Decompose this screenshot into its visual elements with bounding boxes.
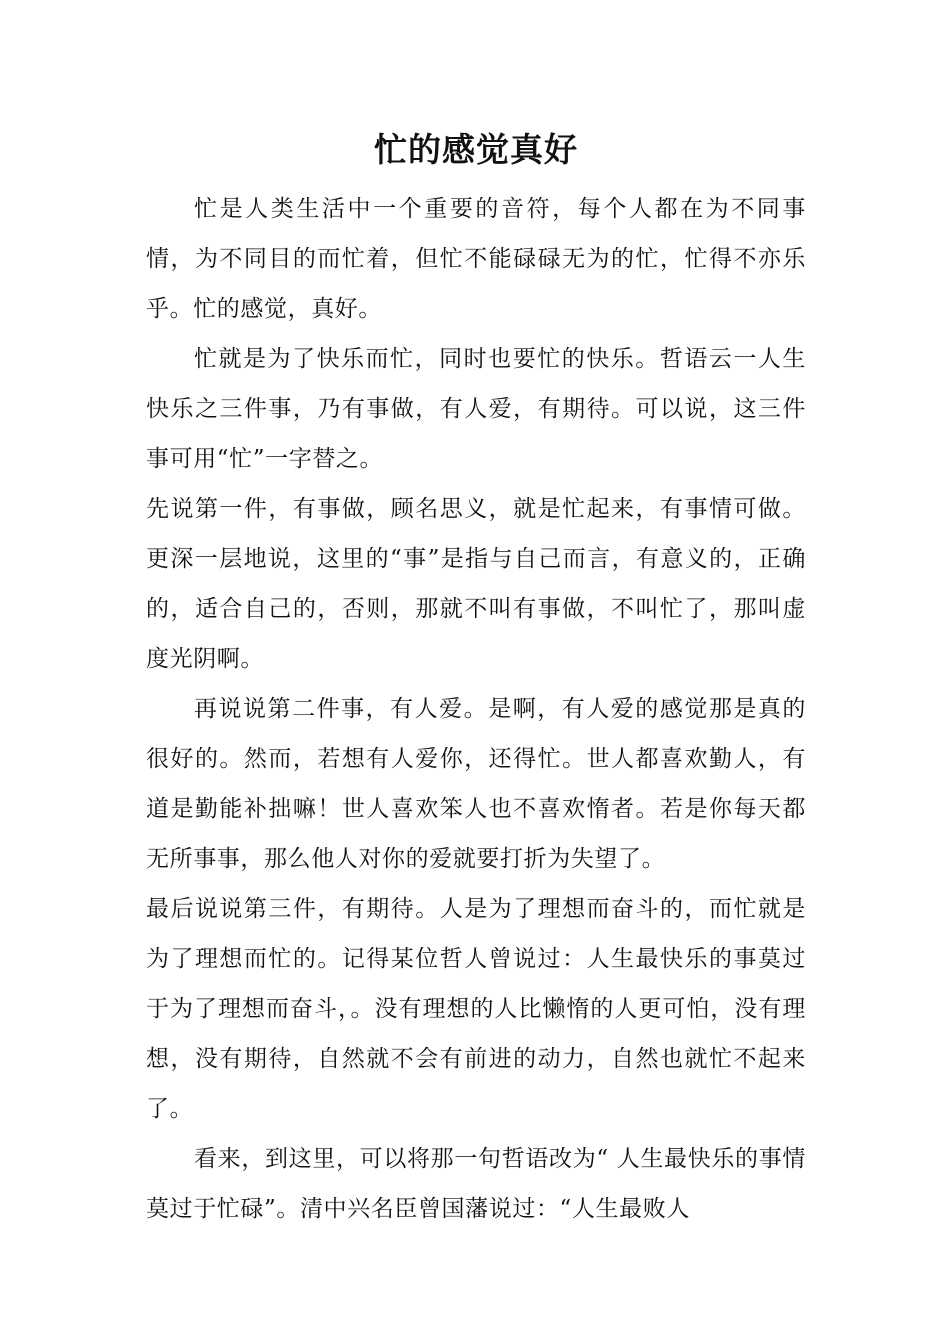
paragraph-2: 忙就是为了快乐而忙，同时也要忙的快乐。哲语云一人生快乐之三件事，乃有事做，有人爱，有期待。可以说，这三件事可用“忙”一字替之。 bbox=[146, 346, 806, 472]
paragraph-5: 最后说说第三件，有期待。人是为了理想而奋斗的，而忙就是为了理想而忙的。记得某位哲人曾说过：人生最快乐的事莫过于为了理想而奋斗，。没有理想的人比懒惰的人更可怕，没有理想，没有期待，自然就不会有前进的动力，自然也就忙不起来了。 bbox=[146, 896, 806, 1122]
document-title: 忙的感觉真好 bbox=[374, 130, 578, 169]
paragraph-6: 看来，到这里，可以将那一句哲语改为“ 人生最快乐的事情莫过于忙碌”。清中兴名臣曾国藩说过：“人生最败人 bbox=[146, 1146, 806, 1222]
paragraph-3: 先说第一件，有事做，顾名思义，就是忙起来，有事情可做。更深一层地说，这里的“事”是指与自己而言，有意义的，正确的，适合自己的，否则，那就不叫有事做，不叫忙了，那叫虚度光阴啊。 bbox=[146, 496, 806, 672]
document-page bbox=[146, 120, 806, 1234]
paragraph-4: 再说说第二件事，有人爱。是啊，有人爱的感觉那是真的很好的。然而，若想有人爱你，还得忙。世人都喜欢勤人，有道是勤能补拙嘛！世人喜欢笨人也不喜欢惰者。若是你每天都无所事事，那么他人对你的爱就要打折为失望了。 bbox=[146, 696, 806, 872]
paragraph-1: 忙是人类生活中一个重要的音符，每个人都在为不同事情，为不同目的而忙着，但忙不能碌碌无为的忙，忙得不亦乐乎。忙的感觉，真好。 bbox=[146, 196, 806, 322]
